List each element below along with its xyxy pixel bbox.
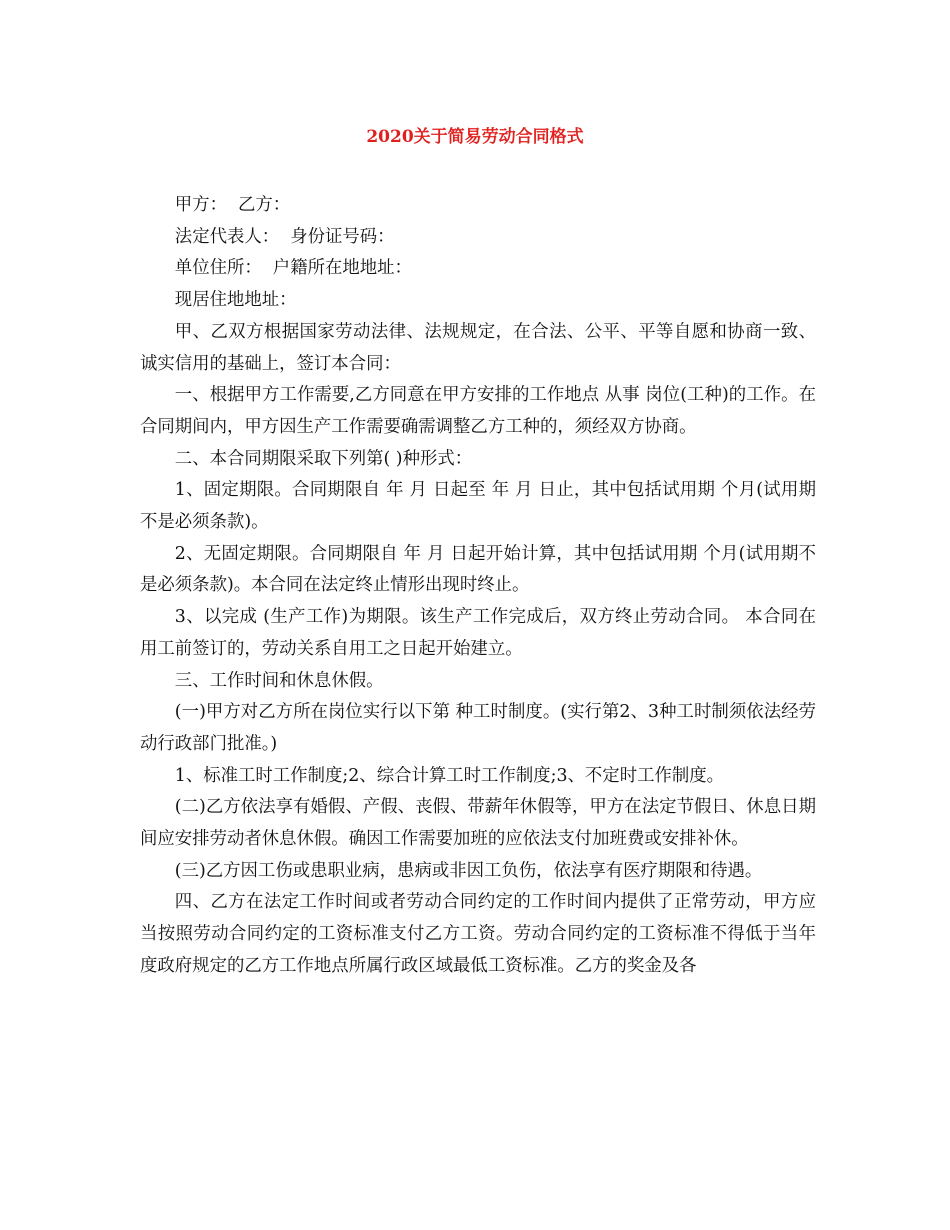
representative-line: 法定代表人： 身份证号码： bbox=[174, 226, 395, 247]
party-line: 甲方： 乙方： bbox=[174, 195, 291, 215]
clause-paragraph: 1、标准工时工作制度;2、综合计算工时工作制度;3、不定时工作制度。 bbox=[174, 765, 725, 786]
clause-paragraph: 四、乙方在法定工作时间或者劳动合同约定的工作时间内提供了正常劳动，甲方应当按照劳动合同约定的工资标准支付乙方工资。劳动合同约定的工资标准不得低于当年度政府规定的乙方工作地点所属行政区域最低工资标准。乙方的奖金及各 bbox=[140, 892, 816, 976]
preamble-paragraph: 甲、乙双方根据国家劳动法律、法规规定，在合法、公平、平等自愿和协商一致、诚实信用的基础上，签订本合同： bbox=[140, 321, 816, 374]
document-body bbox=[140, 190, 816, 983]
clause-paragraph: 二、本合同期限采取下列第( )种形式： bbox=[174, 448, 473, 469]
clause-paragraph: 三、工作时间和休息休假。 bbox=[174, 670, 384, 691]
clause-paragraph: (三)乙方因工伤或患职业病，患病或非因工负伤，依法享有医疗期限和待遇。 bbox=[174, 860, 763, 881]
address-line: 单位住所： 户籍所在地地址： bbox=[174, 258, 412, 279]
clause-paragraph: (一)甲方对乙方所在岗位实行以下第 种工时制度。(实行第2、3种工时制须依法经劳动行政部门批准。) bbox=[140, 702, 816, 754]
residence-line: 现居住地地址： bbox=[174, 290, 297, 311]
clause-paragraph: (二)乙方依法享有婚假、产假、丧假、带薪年休假等，甲方在法定节假日、休息日期间应安排劳动者休息休假。确因工作需要加班的应依法支付加班费或安排补休。 bbox=[140, 797, 816, 850]
document-title: 2020关于简易劳动合同格式 bbox=[366, 127, 584, 147]
clause-paragraph: 一、根据甲方工作需要,乙方同意在甲方安排的工作地点 从事 岗位(工种)的工作。在合同期间内，甲方因生产工作需要确需调整乙方工种的，须经双方协商。 bbox=[140, 385, 816, 437]
clause-paragraph: 2、无固定期限。合同期限自 年 月 日起开始计算，其中包括试用期 个月(试用期不是必须条款)。本合同在法定终止情形出现时终止。 bbox=[140, 543, 816, 596]
clause-paragraph: 1、固定期限。合同期限自 年 月 日起至 年 月 日止，其中包括试用期 个月(试用期不是必须条款)。 bbox=[140, 480, 816, 533]
clause-paragraph: 3、以完成 (生产工作)为期限。该生产工作完成后，双方终止劳动合同。 本合同在用工前签订的，劳动关系自用工之日起开始建立。 bbox=[140, 607, 816, 659]
